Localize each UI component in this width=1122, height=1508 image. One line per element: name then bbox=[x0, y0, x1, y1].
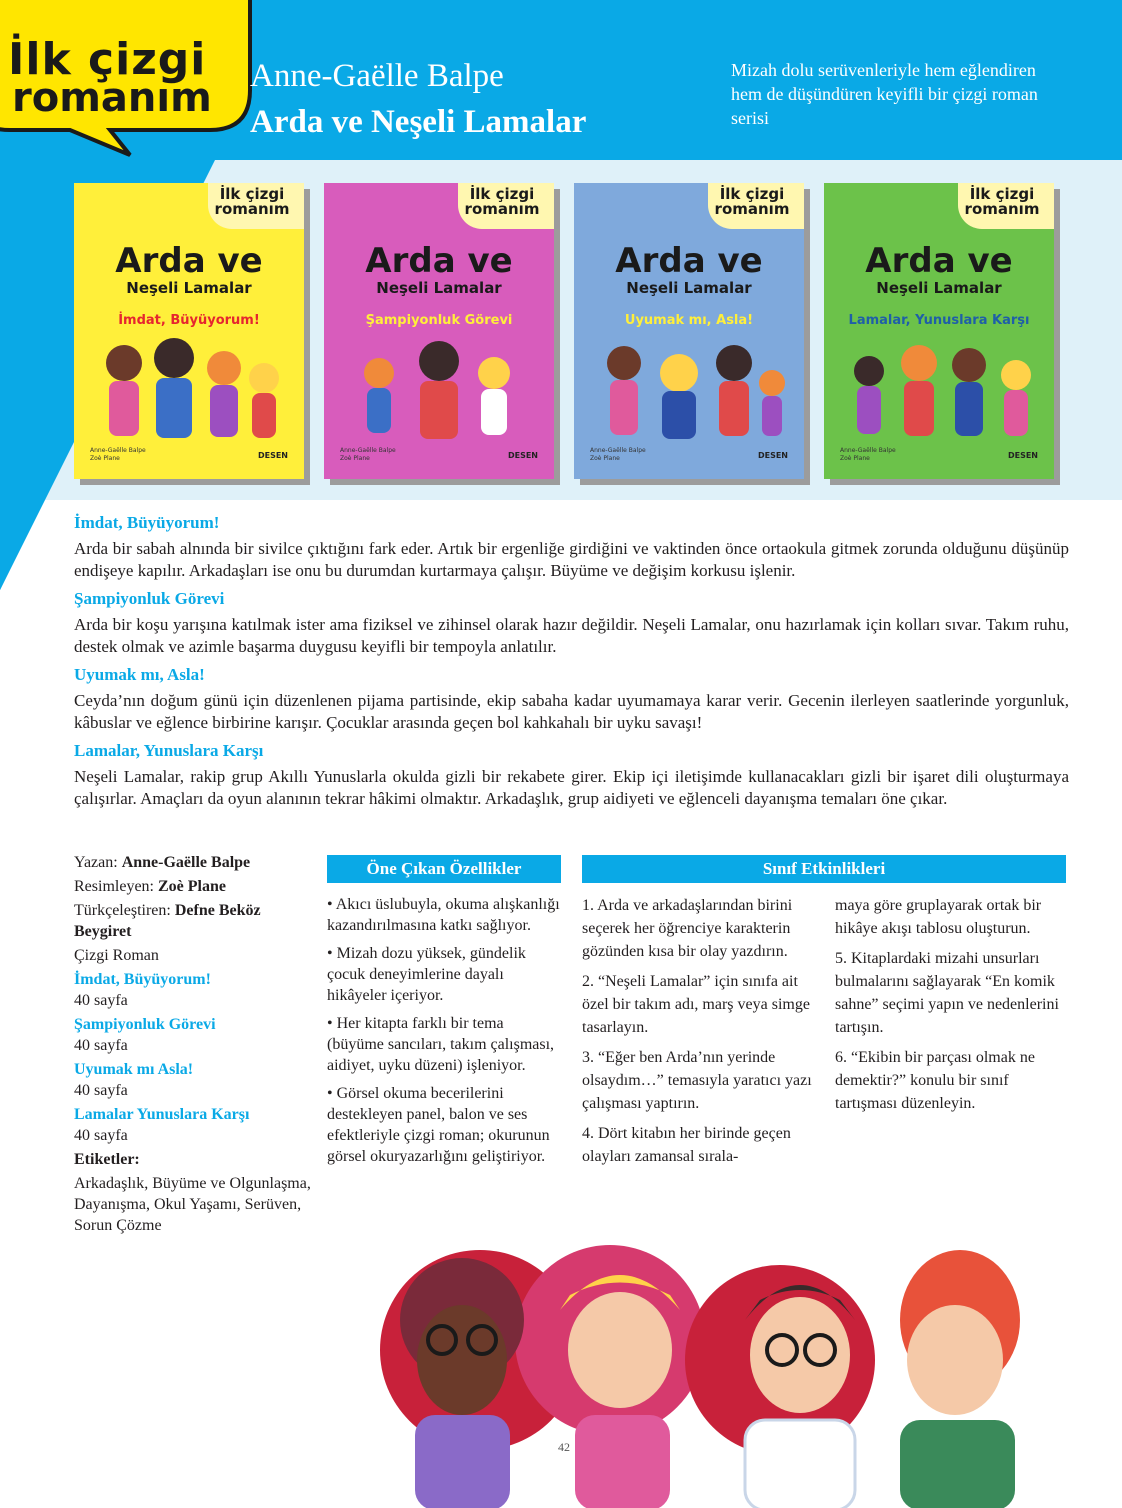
tags-label: Etiketler: bbox=[74, 1151, 140, 1168]
activities-heading: Sınıf Etkinlikleri bbox=[582, 855, 1066, 883]
book-title: Uyumak mı Asla! bbox=[74, 1061, 194, 1078]
book-title: Şampiyonluk Görevi bbox=[74, 1016, 216, 1033]
cover-illustration bbox=[584, 333, 794, 443]
book-pages: 40 sayfa bbox=[74, 1037, 128, 1054]
author-line: Yazan: Anne-Gaëlle Balpe bbox=[74, 854, 251, 871]
description-title: İmdat, Büyüyorum! bbox=[74, 513, 220, 532]
feature-item: • Akıcı üslubuyla, okuma alışkanlığı kazandırılmasına katkı sağlıyor. bbox=[327, 896, 560, 934]
cover-title: Arda ve Neşeli Lamalar bbox=[615, 241, 763, 297]
cover-illustration bbox=[334, 333, 544, 443]
description-title: Şampiyonluk Görevi bbox=[74, 589, 225, 608]
cover-subtitle: Uyumak mı, Asla! bbox=[624, 313, 754, 328]
activity-item: 2. “Neşeli Lamalar” için sınıfa ait özel bir takım adı, marş veya simge tasarlayın. bbox=[582, 973, 810, 1036]
cover-publisher: DESEN bbox=[757, 451, 788, 460]
cover-publisher: DESEN bbox=[507, 451, 538, 460]
features-list bbox=[327, 894, 561, 1174]
description-text: Arda bir sabah alnında bir sivilce çıktığını fark eder. Artık bir ergenliğe girdiğini ve vaktinden önce ortaokula gitmek zorunda olduğunu düşünüp endişeye kapılır. Arkadaşları ise onu bu durumdan kurtarmaya çalışır. Büyüme ve değişim korkusu işlenir. bbox=[74, 539, 1069, 580]
activity-item: 1. Arda ve arkadaşlarından birini seçerek her öğrenciye karakterin gözünden kısa bir olay yazdırın. bbox=[582, 897, 793, 960]
cover-publisher: DESEN bbox=[257, 451, 288, 460]
description-text: Neşeli Lamalar, rakip grup Akıllı Yunuslarla okulda gizli bir rekabete girer. Ekip içi iletişimde kullanacakları gizli bir işaret dili oluşturmaya çalışırlar. Amaçları da oyun alanının tekrar hâkimi olmaktır. Arkadaşlık, grup aidiyeti ve eğlenceli dayanışma temaları öne çıkar. bbox=[74, 767, 1069, 808]
activity-item: 4. Dört kitabın her birinde geçen olayları zamansal sırala- bbox=[582, 1125, 791, 1165]
feature-item: • Görsel okuma becerilerini destekleyen panel, balon ve ses efektleriyle çizgi roman; okurunun görsel okuryazarlığını geliştiriyor. bbox=[327, 1085, 550, 1165]
cover-title: Arda ve Neşeli Lamalar bbox=[115, 241, 263, 297]
cover-illustration bbox=[834, 333, 1044, 443]
feature-item: • Her kitapta farklı bir tema (büyüme sancıları, takım çalışması, aidiyet, uyku düzeni) işleniyor. bbox=[327, 1015, 555, 1074]
cover-subtitle: İmdat, Büyüyorum! bbox=[118, 313, 260, 328]
cover-badge: İlk çizgi romanım bbox=[714, 185, 790, 218]
cover-authors: Anne-Gaëlle Balpe Zoè Plane bbox=[340, 447, 396, 462]
cover-subtitle: Lamalar, Yunuslara Karşı bbox=[848, 313, 1030, 328]
activity-item: maya göre gruplayarak ortak bir hikâye akışı tablosu oluşturun. bbox=[835, 897, 1042, 937]
series-author: Anne-Gaëlle Balpe bbox=[250, 58, 504, 94]
book-pages: 40 sayfa bbox=[74, 992, 128, 1009]
characters-illustration bbox=[370, 1200, 1122, 1508]
cover-badge: İlk çizgi romanım bbox=[214, 185, 290, 218]
series-title: Arda ve Neşeli Lamalar bbox=[250, 104, 587, 140]
description-title: Lamalar, Yunuslara Karşı bbox=[74, 741, 264, 760]
brand-line2: romanım bbox=[12, 75, 212, 122]
activity-item: 5. Kitaplardaki mizahi unsurları bulmalarını sağlayarak “En komik sahne” seçimi yapın ve nedenlerini tartışın. bbox=[835, 950, 1059, 1036]
description-title: Uyumak mı, Asla! bbox=[74, 665, 205, 684]
book-title: İmdat, Büyüyorum! bbox=[74, 971, 211, 988]
cover-title: Arda ve Neşeli Lamalar bbox=[865, 241, 1013, 297]
feature-item: • Mizah dozu yüksek, gündelik çocuk deneyimlerine dayalı hikâyeler içeriyor. bbox=[327, 945, 526, 1004]
book-cover bbox=[824, 183, 1054, 479]
translator-line: Türkçeleştiren: Defne Beköz Beygiret bbox=[74, 902, 261, 940]
book-cover bbox=[324, 183, 554, 479]
brand-line1: İlk çizgi bbox=[8, 34, 207, 85]
activities-col1 bbox=[582, 894, 812, 1175]
book-cover bbox=[74, 183, 304, 479]
cover-authors: Anne-Gaëlle Balpe Zoè Plane bbox=[90, 447, 146, 462]
tags: Arkadaşlık, Büyüme ve Olgunlaşma, Dayanışma, Okul Yaşamı, Serüven, Sorun Çözme bbox=[74, 1175, 311, 1234]
cover-illustration bbox=[84, 333, 294, 443]
cover-authors: Anne-Gaëlle Balpe Zoè Plane bbox=[590, 447, 646, 462]
cover-authors: Anne-Gaëlle Balpe Zoè Plane bbox=[840, 447, 896, 462]
activity-item: 6. “Ekibin bir parçası olmak ne demektir?” konulu bir sınıf tartışması düzenleyin. bbox=[835, 1049, 1035, 1112]
brand-logo bbox=[8, 34, 218, 122]
cover-title: Arda ve Neşeli Lamalar bbox=[365, 241, 513, 297]
book-info bbox=[74, 852, 314, 1236]
cover-publisher: DESEN bbox=[1007, 451, 1038, 460]
activity-item: 3. “Eğer ben Arda’nın yerinde olsaydım…” temasıyla yaratıcı yazı çalışması yaptırın. bbox=[582, 1049, 812, 1112]
book-descriptions bbox=[74, 512, 1069, 816]
series-tagline: Mizah dolu serüvenleriyle hem eğlendiren hem de düşündüren keyifli bir çizgi roman serisi bbox=[731, 60, 1038, 128]
book-pages: 40 sayfa bbox=[74, 1082, 128, 1099]
book-covers bbox=[74, 183, 1054, 483]
book-title: Lamalar Yunuslara Karşı bbox=[74, 1106, 250, 1123]
book-pages: 40 sayfa bbox=[74, 1127, 128, 1144]
illustrator-line: Resimleyen: Zoè Plane bbox=[74, 878, 226, 895]
cover-badge: İlk çizgi romanım bbox=[464, 185, 540, 218]
page-number: 42 bbox=[558, 1440, 570, 1454]
description-text: Arda bir koşu yarışına katılmak ister ama fiziksel ve zihinsel olarak hazır değildir. Neşeli Lamalar, onu hazırlamak için kolları sıvar. Takım ruhu, destek olmak ve azimle başarma duygusu keyifli bir tempoyla anlatılır. bbox=[74, 615, 1069, 656]
book-cover bbox=[574, 183, 804, 479]
cover-badge: İlk çizgi romanım bbox=[964, 185, 1040, 218]
features-heading: Öne Çıkan Özellikler bbox=[327, 855, 561, 883]
description-text: Ceyda’nın doğum günü için düzenlenen pijama partisinde, ekip sabaha kadar uyumamaya karar verir. Gecenin ilerleyen saatlerinde yorgunluk, kâbuslar ve eğlence birbirine karışır. Çocuklar arasında geçen bol kahkahalı bir uyku savaşı! bbox=[74, 691, 1069, 732]
activities-col2 bbox=[835, 894, 1067, 1122]
genre: Çizgi Roman bbox=[74, 947, 159, 964]
cover-subtitle: Şampiyonluk Görevi bbox=[365, 313, 513, 328]
